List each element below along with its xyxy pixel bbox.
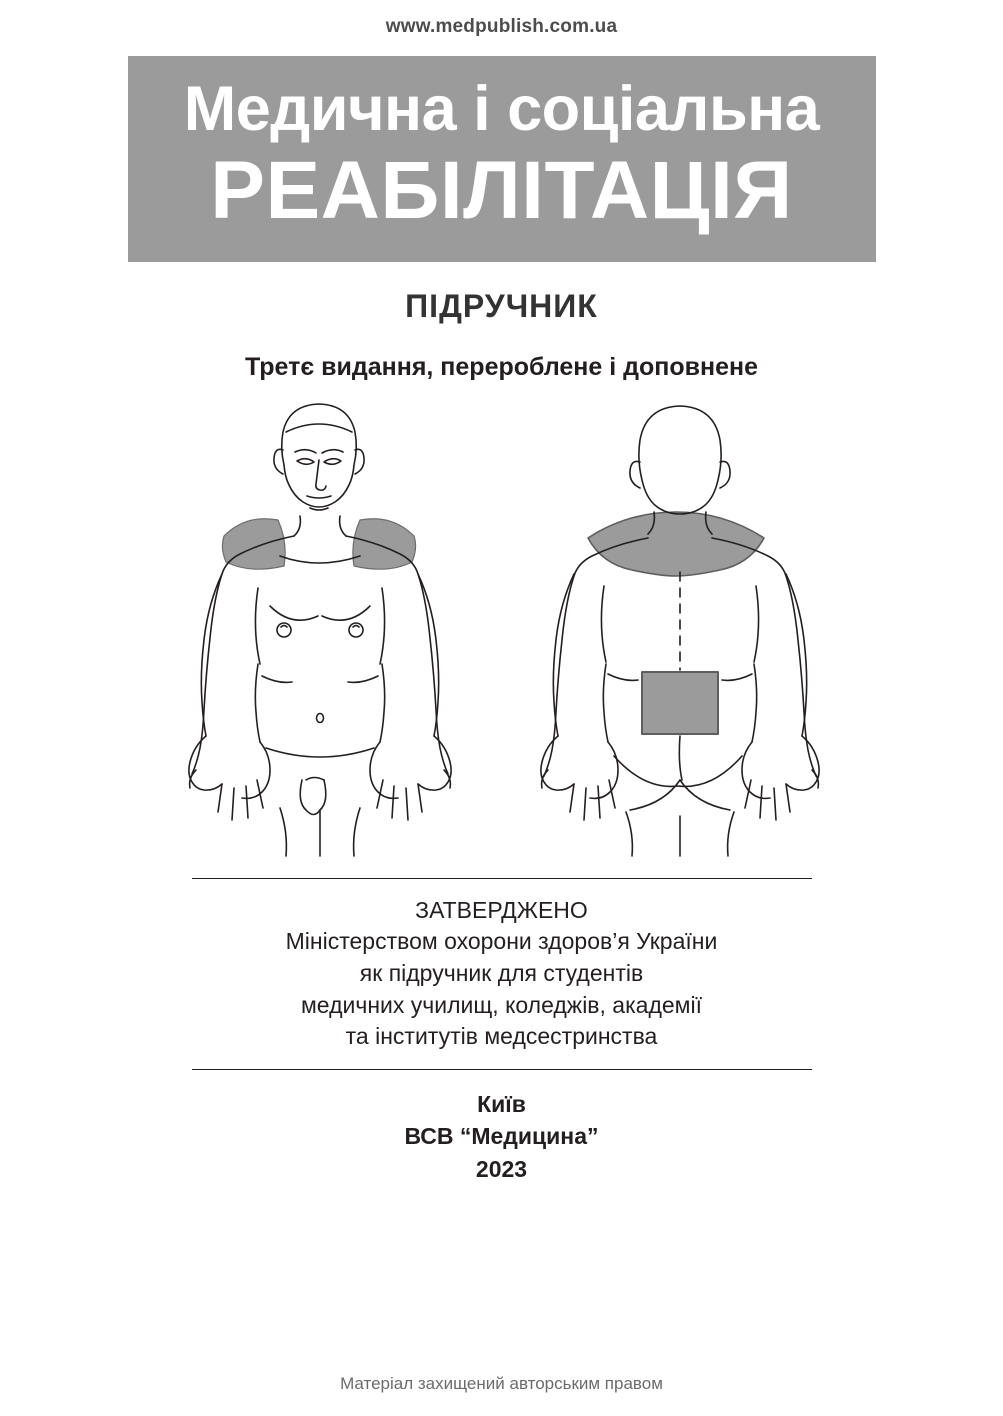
- approval-line-2: Міністерством охорони здоров’я України: [285, 928, 718, 955]
- book-title-line-2: РЕАБІЛІТАЦІЯ: [210, 145, 793, 236]
- copyright-note: Матеріал захищений авторським правом: [340, 1374, 663, 1393]
- approval-line-4: медичних училищ, коледжів, академії: [300, 991, 702, 1018]
- approval-line-5: та інститутів медсестринства: [345, 1023, 658, 1050]
- edition-statement: Третє видання, перероблене і доповнене: [244, 352, 759, 381]
- posterior-figure: [540, 406, 818, 856]
- anterior-figure: [188, 404, 450, 856]
- imprint-year: 2023: [475, 1155, 528, 1182]
- divider-bottom: [192, 1069, 812, 1070]
- approval-block: [286, 895, 718, 1054]
- imprint-publisher: ВСВ “Медицина”: [404, 1123, 599, 1150]
- body-diagram-svg: [142, 388, 862, 878]
- title-band: [128, 56, 876, 262]
- divider-top: [192, 878, 812, 879]
- book-title-line-1: Медична і соціальна: [183, 74, 820, 144]
- approval-line-3: як підручник для студентів: [359, 960, 644, 987]
- approval-line-1: ЗАТВЕРДЖЕНО: [415, 896, 588, 923]
- site-url-watermark: www.medpublish.com.ua: [385, 16, 618, 37]
- imprint-block: [405, 1088, 599, 1185]
- imprint-city: Київ: [477, 1091, 526, 1118]
- book-subtitle: ПІДРУЧНИК: [405, 287, 598, 324]
- body-diagram-illustration: [142, 388, 862, 878]
